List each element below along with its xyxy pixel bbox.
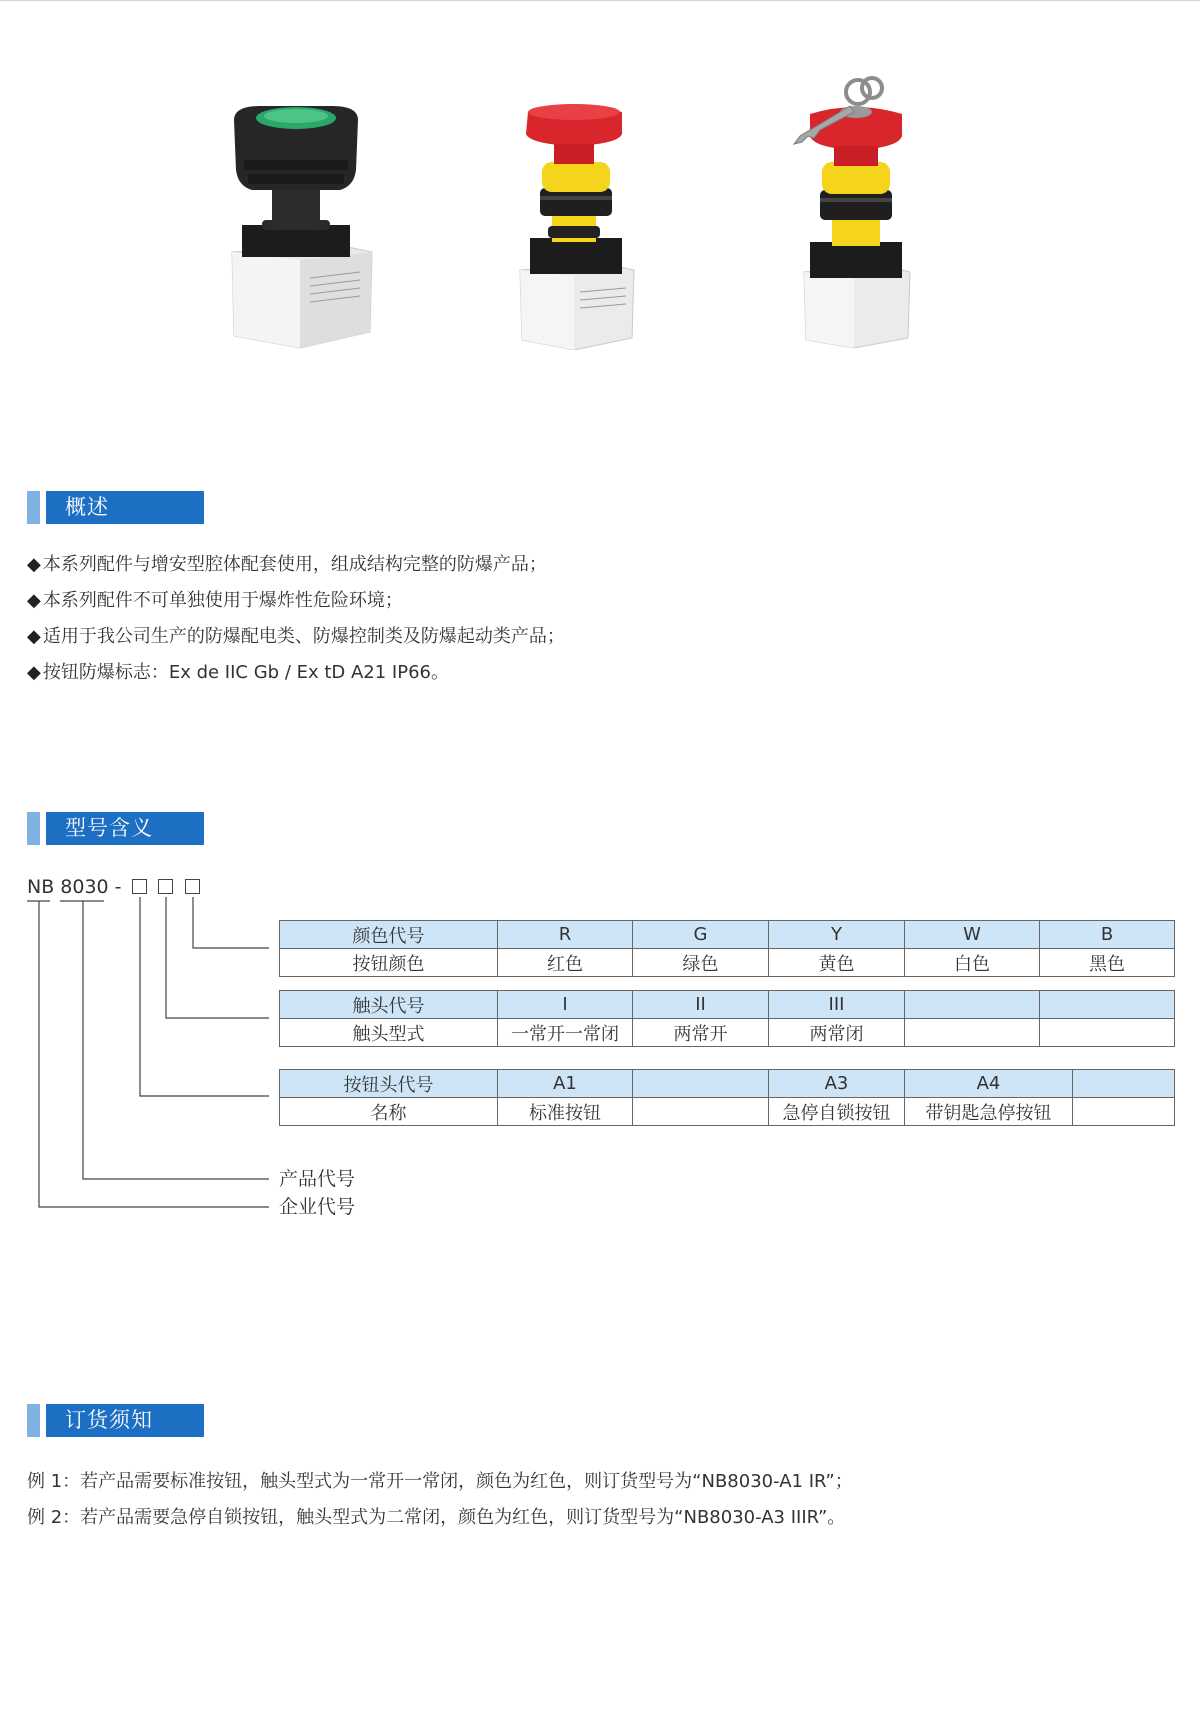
table-cell: 名称 bbox=[280, 1098, 498, 1126]
list-item: ◆ 按钮防爆标志：Ex de IIC Gb / Ex tD A21 IP66。 bbox=[27, 662, 449, 683]
header-accent-bar bbox=[27, 1404, 40, 1437]
diamond-bullet-icon: ◆ bbox=[27, 554, 41, 575]
table-row bbox=[280, 1098, 1175, 1126]
table-cell: A1 bbox=[498, 1070, 633, 1098]
table-cell: A4 bbox=[905, 1070, 1073, 1098]
table-cell: III bbox=[769, 991, 905, 1019]
table-cell: 带钥匙急停按钮 bbox=[905, 1098, 1073, 1126]
diamond-bullet-icon: ◆ bbox=[27, 626, 41, 647]
table-cell: 黑色 bbox=[1040, 949, 1175, 977]
table-cell: II bbox=[633, 991, 769, 1019]
table-cell: 红色 bbox=[498, 949, 633, 977]
table-cell: 黄色 bbox=[769, 949, 905, 977]
table-cell: W bbox=[905, 921, 1040, 949]
list-item: ◆ 适用于我公司生产的防爆配电类、防爆控制类及防爆起动类产品； bbox=[27, 626, 565, 647]
section-title: 订货须知 bbox=[65, 1408, 153, 1432]
table-row bbox=[280, 1070, 1175, 1098]
table-cell: 两常开 bbox=[633, 1019, 769, 1047]
table-cell: R bbox=[498, 921, 633, 949]
table-cell bbox=[633, 1070, 769, 1098]
section-title: 型号含义 bbox=[65, 816, 153, 840]
table-cell: 触头型式 bbox=[280, 1019, 498, 1047]
table-cell: 标准按钮 bbox=[498, 1098, 633, 1126]
table-cell bbox=[905, 991, 1040, 1019]
ordering-examples bbox=[27, 1464, 853, 1536]
table-cell bbox=[1073, 1098, 1175, 1126]
table-cell: 颜色代号 bbox=[280, 921, 498, 949]
table-cell: 触头代号 bbox=[280, 991, 498, 1019]
table-cell: I bbox=[498, 991, 633, 1019]
table-cell: 按钮头代号 bbox=[280, 1070, 498, 1098]
table-cell: 白色 bbox=[905, 949, 1040, 977]
button-head-code-table bbox=[279, 1069, 1175, 1126]
table-cell bbox=[905, 1019, 1040, 1047]
table-row bbox=[280, 921, 1175, 949]
contact-code-table bbox=[279, 990, 1175, 1047]
table-cell bbox=[1040, 991, 1175, 1019]
table-cell: A3 bbox=[769, 1070, 905, 1098]
color-code-table bbox=[279, 920, 1175, 977]
list-item: ◆ 本系列配件不可单独使用于爆炸性危险环境； bbox=[27, 590, 403, 611]
table-cell bbox=[1073, 1070, 1175, 1098]
model-code: NB 8030 - bbox=[27, 876, 122, 898]
table-row bbox=[280, 991, 1175, 1019]
table-cell bbox=[1040, 1019, 1175, 1047]
company-code-label: 企业代号 bbox=[279, 1196, 356, 1218]
table-cell: Y bbox=[769, 921, 905, 949]
table-row bbox=[280, 949, 1175, 977]
table-cell: 按钮颜色 bbox=[280, 949, 498, 977]
product-code-label: 产品代号 bbox=[279, 1168, 356, 1190]
diamond-bullet-icon: ◆ bbox=[27, 590, 41, 611]
section-title: 概述 bbox=[65, 495, 109, 519]
section-header-ordering bbox=[27, 1404, 204, 1437]
table-cell bbox=[633, 1098, 769, 1126]
table-cell: 一常开一常闭 bbox=[498, 1019, 633, 1047]
order-example: 例 2：若产品需要急停自锁按钮，触头型式为二常闭，颜色为红色，则订货型号为“NB8030-A3 IIIR”。 bbox=[27, 1507, 846, 1528]
diamond-bullet-icon: ◆ bbox=[27, 662, 41, 683]
table-cell: 绿色 bbox=[633, 949, 769, 977]
order-example: 例 1：若产品需要标准按钮，触头型式为一常开一常闭，颜色为红色，则订货型号为“NB8030-A1 IR”； bbox=[27, 1471, 853, 1492]
table-cell: 急停自锁按钮 bbox=[769, 1098, 905, 1126]
list-item: ◆ 本系列配件与增安型腔体配套使用，组成结构完整的防爆产品； bbox=[27, 554, 547, 575]
table-cell: B bbox=[1040, 921, 1175, 949]
table-cell: 两常闭 bbox=[769, 1019, 905, 1047]
table-row bbox=[280, 1019, 1175, 1047]
table-cell: G bbox=[633, 921, 769, 949]
